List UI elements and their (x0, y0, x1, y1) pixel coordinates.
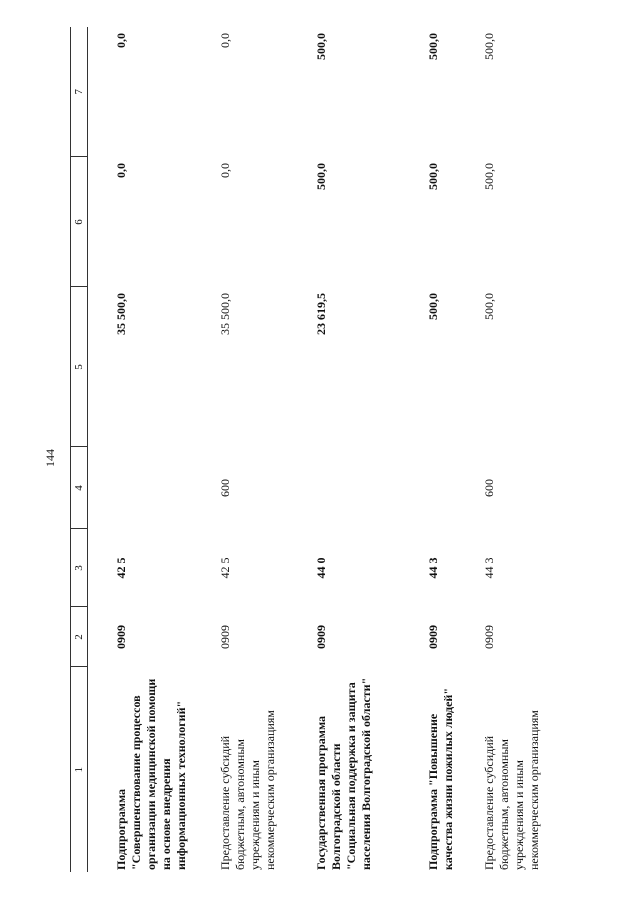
header-col-7: 7 (71, 27, 88, 157)
table-row (192, 27, 288, 872)
amount-col-6: 500,0 (425, 163, 440, 190)
table-row (400, 27, 456, 872)
row-name: Подпрограмма "Совершенствование процессов организации медицинской помощи на основе внедрения информационных технологий" (114, 678, 188, 870)
expense-type (88, 447, 192, 529)
amount-col-7: 500,0 (425, 33, 440, 60)
target-article: 42 5 (114, 557, 128, 579)
amount-col-7: 0,0 (114, 33, 128, 48)
section-code: 0909 (313, 625, 328, 649)
amount-col-5: 500,0 (481, 293, 496, 320)
header-col-5: 5 (71, 287, 88, 447)
amount-col-5: 500,0 (425, 293, 440, 320)
target-article: 44 3 (481, 557, 496, 579)
amount-col-5: 35 500,0 (114, 293, 128, 335)
amount-col-6: 500,0 (313, 163, 328, 190)
row-name: Государственная программа Волгоградской области "Социальная поддержка и защита населения Волгоградской области" (313, 677, 373, 870)
table-row (288, 27, 400, 872)
section-code: 0909 (217, 625, 232, 649)
amount-col-6: 0,0 (114, 163, 128, 178)
expense-type: 600 (481, 479, 496, 497)
target-article: 44 0 (313, 557, 328, 579)
row-name: Предоставление субсидий бюджетным, автономным учреждениям и иным некоммерческим организациям (217, 710, 277, 870)
budget-table (70, 27, 566, 872)
header-col-2: 2 (71, 607, 88, 667)
expense-type: 600 (217, 479, 232, 497)
section-code: 0909 (114, 625, 128, 649)
header-col-6: 6 (71, 157, 88, 287)
header-col-3: 3 (71, 529, 88, 607)
row-name: Предоставление субсидий бюджетным, автономным учреждениям и иным некоммерческим организациям (481, 710, 541, 870)
rotated-page-content (70, 27, 590, 872)
section-code: 0909 (481, 625, 496, 649)
expense-type (288, 447, 400, 529)
amount-col-6: 500,0 (481, 163, 496, 190)
header-row (71, 27, 88, 872)
expense-type (400, 447, 456, 529)
amount-col-6: 0,0 (217, 163, 232, 178)
target-article: 42 5 (217, 557, 232, 579)
row-name: Подпрограмма "Повышение качества жизни пожилых людей" (425, 688, 455, 870)
amount-col-5: 35 500,0 (217, 293, 232, 335)
header-col-1: 1 (71, 667, 88, 872)
amount-col-5: 23 619,5 (313, 293, 328, 335)
amount-col-7: 500,0 (313, 33, 328, 60)
table-row (88, 27, 192, 872)
section-code: 0909 (425, 625, 440, 649)
target-article: 44 3 (425, 557, 440, 579)
page-number: 144 (43, 449, 57, 467)
amount-col-7: 0,0 (217, 33, 232, 48)
header-col-4: 4 (71, 447, 88, 529)
table-row (456, 27, 566, 872)
amount-col-7: 500,0 (481, 33, 496, 60)
